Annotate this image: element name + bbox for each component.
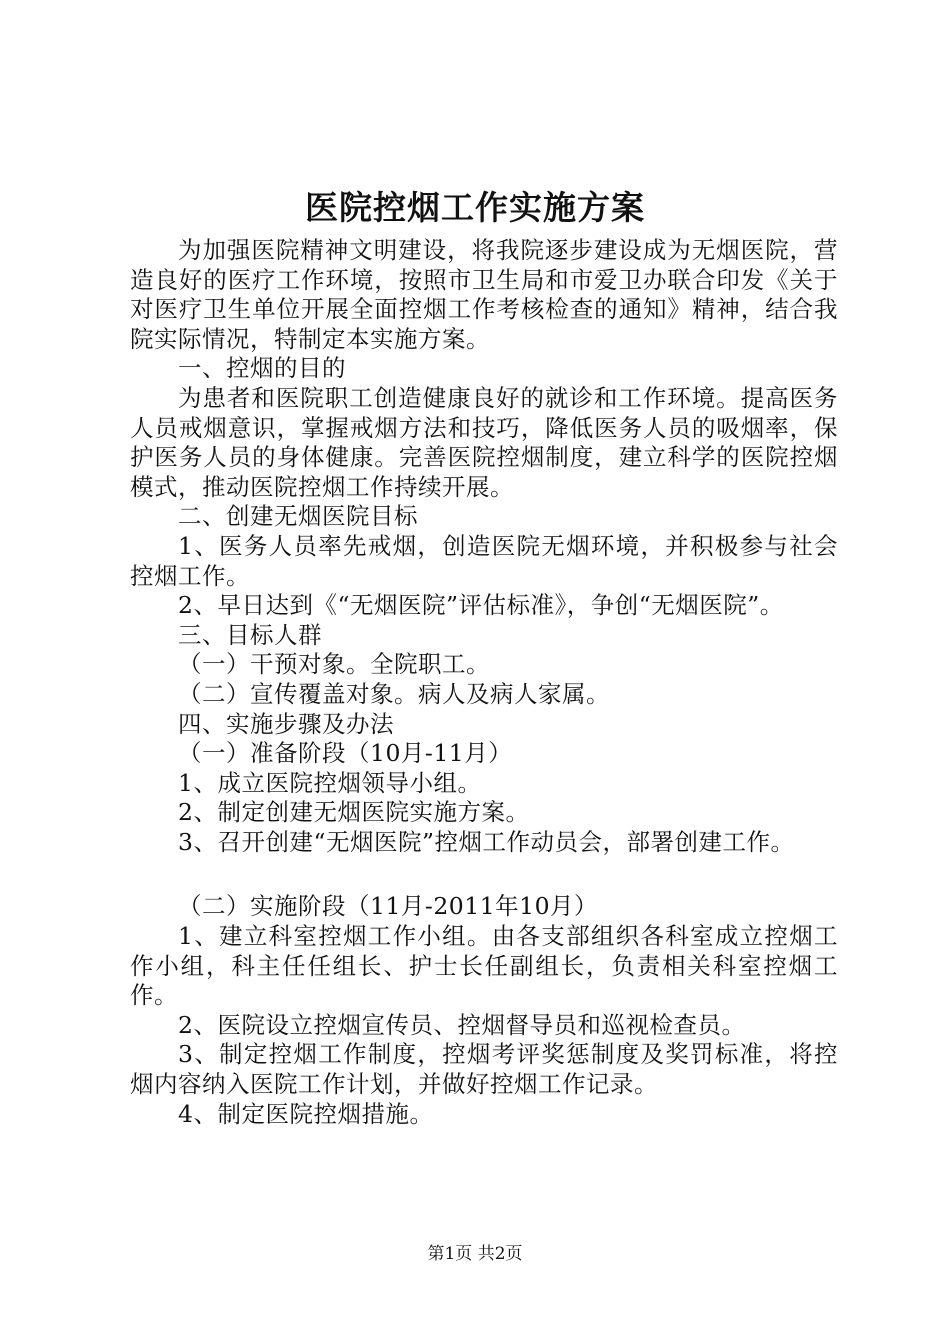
stage-2-item-3: 3、制定控烟工作制度，控烟考评奖惩制度及奖罚标准，将控烟内容纳入医院工作计划，并做好控烟工作记录。 — [130, 1040, 838, 1099]
document-title: 医院控烟工作实施方案 — [305, 188, 645, 227]
stage-2-item-4: 4、制定医院控烟措施。 — [178, 1099, 434, 1128]
goal-item-2: 2、早日达到《“无烟医院”评估标准》，争创“无烟医院”。 — [178, 591, 784, 620]
spacer — [130, 857, 838, 892]
document-body — [130, 236, 838, 1129]
section-heading-4: 四、实施步骤及办法 — [178, 709, 394, 738]
section-heading-2: 二、创建无烟医院目标 — [178, 502, 418, 531]
section-heading-3: 三、目标人群 — [178, 620, 322, 649]
stage-2-item-1: 1、建立科室控烟工作小组。由各支部组织各科室成立控烟工作小组，科主任任组长、护士长任副组长，负责相关科室控烟工作。 — [130, 922, 838, 1010]
target-item-1: （一）干预对象。全院职工。 — [178, 650, 490, 679]
stage-1-item-2: 2、制定创建无烟医院实施方案。 — [178, 798, 530, 827]
stage-2-item-2: 2、医院设立控烟宣传员、控烟督导员和巡视检查员。 — [178, 1010, 746, 1039]
target-item-2: （二）宣传覆盖对象。病人及病人家属。 — [178, 679, 610, 708]
stage-1-heading: （一）准备阶段（10月-11月） — [178, 739, 513, 768]
stage-2-heading: （二）实施阶段（11月-2011年10月） — [178, 892, 599, 921]
goal-item-1: 1、医务人员率先戒烟，创造医院无烟环境，并积极参与社会控烟工作。 — [130, 531, 838, 590]
section-heading-1: 一、控烟的目的 — [178, 354, 346, 383]
section-1-paragraph: 为患者和医院职工创造健康良好的就诊和工作环境。提高医务人员戒烟意识，掌握戒烟方法和技巧，降低医务人员的吸烟率，保护医务人员的身体健康。完善医院控烟制度，建立科学的医院控烟模式，推动医院控烟工作持续开展。 — [130, 383, 838, 501]
stage-1-item-3: 3、召开创建“无烟医院”控烟工作动员会，部署创建工作。 — [178, 827, 795, 856]
page-footer: 第1页 共2页 — [427, 1244, 523, 1264]
stage-1-item-1: 1、成立医院控烟领导小组。 — [178, 768, 482, 797]
intro-paragraph: 为加强医院精神文明建设，将我院逐步建设成为无烟医院，营造良好的医疗工作环境，按照市卫生局和市爱卫办联合印发《关于对医疗卫生单位开展全面控烟工作考核检查的通知》精神，结合我院实际情况，特制定本实施方案。 — [130, 236, 838, 353]
